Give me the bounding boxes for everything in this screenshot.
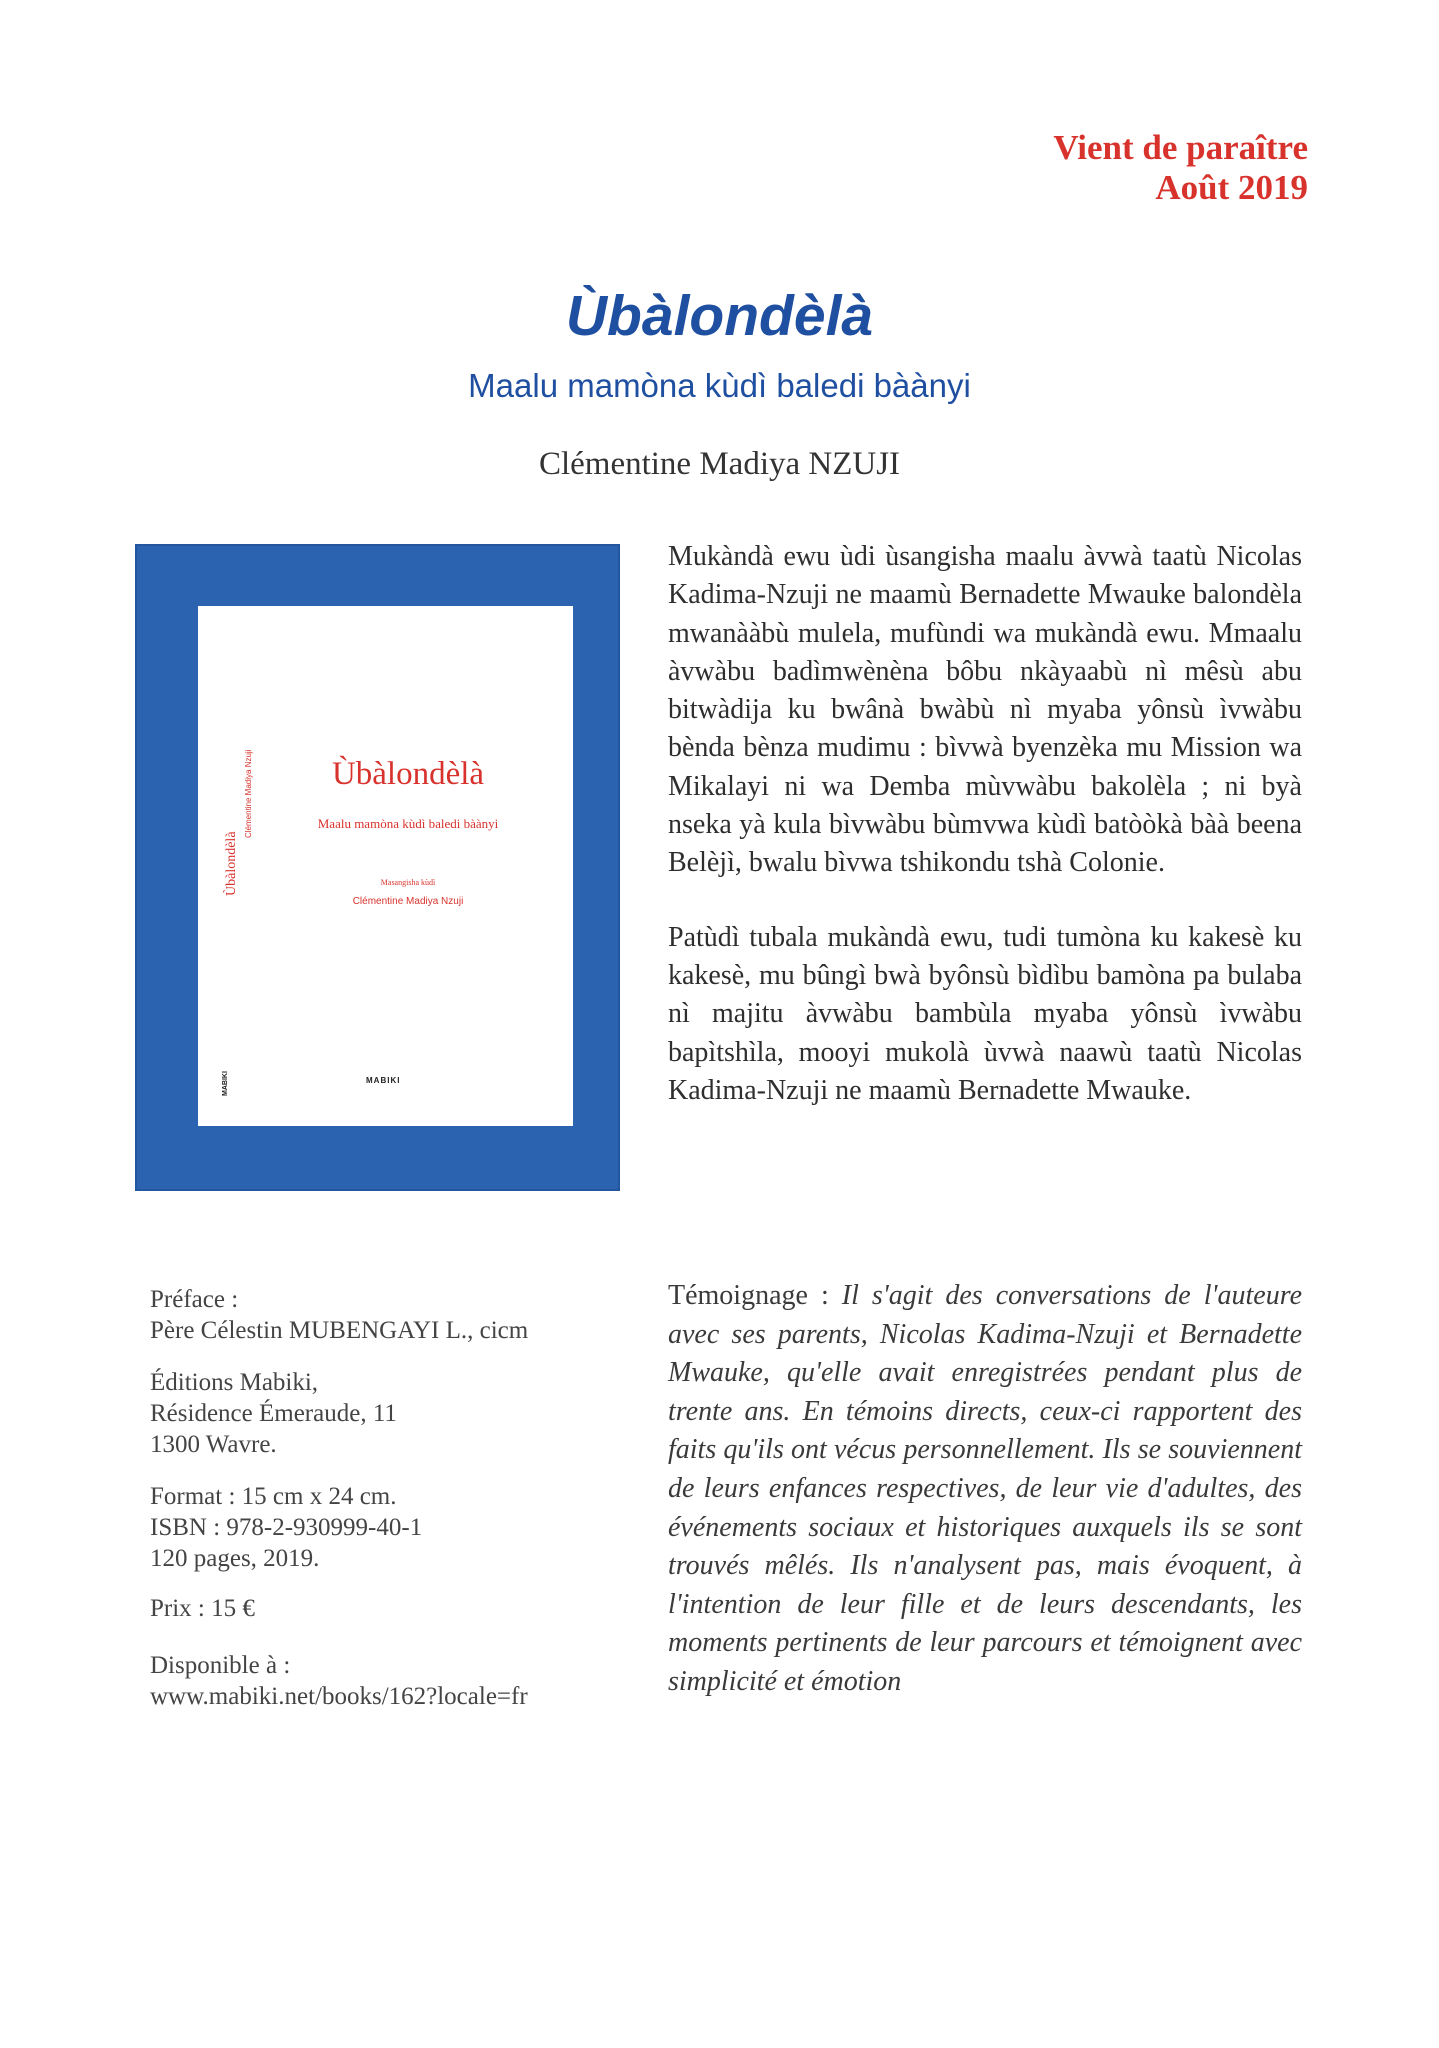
format: Format : 15 cm x 24 cm. — [150, 1483, 397, 1510]
address-line-1: Résidence Émeraude, 11 — [150, 1400, 397, 1427]
cover-title: Ùbàlondèlà — [331, 756, 485, 792]
isbn: ISBN : 978-2-930999-40-1 — [150, 1514, 423, 1541]
cover-subtitle: Maalu mamòna kùdì baledi bàànyi — [317, 816, 499, 831]
cover-author: Clémentine Madiya Nzuji — [352, 896, 464, 907]
price: Prix : 15 € — [150, 1595, 255, 1622]
testimony-text: Il s'agit des conversations de l'auteure avec ses parents, Nicolas Kadima-Nzuji et Bernadette Mwauke, qu'elle avait enregistrées pendant plus de trente ans. En témoins directs, ceux-ci rapportent des faits qu'ils ont vécus personnellement. Ils se souviennent de leurs enfances respectives, de leur vie d'adultes, des événements sociaux et historiques auxquels ils se sont trouvés mêlés. Ils n'analysent pas, mais évoquent, à l'intention de leur fille et de leurs descendants, les moments pertinents de leur parcours et témoignent avec simplicité et émotion — [668, 1280, 1302, 1697]
cover-credit: Masangisha kùdì — [380, 878, 436, 887]
book-description — [668, 538, 1302, 1146]
testimony-label: Témoignage : — [668, 1280, 842, 1311]
cover-page — [198, 606, 573, 1126]
testimony — [668, 1277, 1302, 1702]
book-subtitle: Maalu mamòna kùdì baledi bàànyi — [468, 367, 971, 404]
cover-spine-title: Ùbàlondèlà — [224, 831, 239, 896]
book-author: Clémentine Madiya NZUJI — [538, 446, 901, 482]
description-paragraph-1: Mukàndà ewu ùdi ùsangisha maalu àvwà taatù Nicolas Kadima-Nzuji ne maamù Bernadette Mwauke balondèla mwanààbù mulela, mufùndi wa mukàndà ewu. Mmaalu àvwàbu badìmwènèna bôbu nkàyaabù nì mêsù abu bitwàdija ku bwânà bwàbù nì myaba yônsù ìvwàbu bènda bènza mudimu : bìvwà byenzèka mu Mission wa Mikalayi ni wa Demba mùvwàbu bakolèla ; ni byà nseka yà kula bìvwàbu bùmvwa kùdì batòòkà bàà beena Belèjì, bwalu bìvwa tshikondu tshà Colonie. — [668, 541, 1302, 879]
cover-publisher-logo: MABIKI — [366, 1076, 401, 1085]
cover-spine-author: Clémentine Madiya Nzuji — [244, 749, 253, 838]
page-count: 120 pages, 2019. — [150, 1545, 320, 1572]
description-paragraph-2: Patùdì tubala mukàndà ewu, tudi tumòna ku kakesè ku kakesè, mu bûngì bwà byônsù bìdìbu bamòna pa bulaba nì majitu àvwàbu bambùla myaba yônsù ìvwàbu bapìtshìla, mooyi mukolà ùvwà naawù taatù Nicolas Kadima-Nzuji ne maamù Bernadette Mwauke. — [668, 921, 1302, 1106]
announcement-line-1: Vient de paraître — [1053, 128, 1308, 167]
release-announcement — [1053, 128, 1308, 208]
preface-name: Père Célestin MUBENGAYI L., cicm — [150, 1317, 529, 1344]
cover-spine-publisher: MABIKI — [222, 1071, 229, 1096]
address-line-2: 1300 Wavre. — [150, 1431, 277, 1458]
availability-url: www.mabiki.net/books/162?locale=fr — [150, 1683, 528, 1710]
announcement-line-2: Août 2019 — [1155, 168, 1308, 207]
publisher-name: Éditions Mabiki, — [150, 1369, 319, 1396]
preface-label: Préface : — [150, 1286, 239, 1313]
book-details — [150, 1284, 630, 1712]
availability-label: Disponible à : — [150, 1652, 291, 1679]
book-cover-image — [135, 544, 620, 1191]
book-title: Ùbàlondèlà — [565, 284, 874, 348]
